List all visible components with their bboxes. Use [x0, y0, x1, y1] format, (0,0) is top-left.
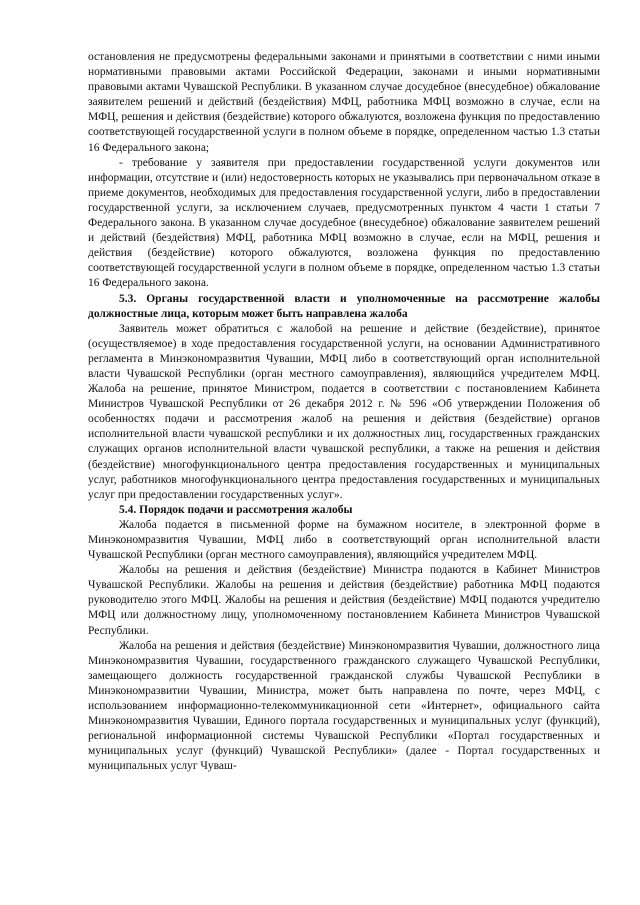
section-heading-5-4: 5.4. Порядок подачи и рассмотрения жалобы [119, 503, 353, 516]
paragraph-complaint-form: Жалоба подается в письменной форме на бумажном носителе, в электронной форме в Минэкономразвития Чувашии, МФЦ либо в соответствующий орган исполнительной власти Чувашской Республики (орган местного самоуправления), являющийся учредителем МФЦ. [88, 518, 600, 562]
paragraph-continuation: остановления не предусмотрены федеральными законами и принятыми в соответствии с ними иными нормативными правовыми актами Российской Федерации, законами и иными нормативными правовыми актами Чувашской Республики. В указанном случае досудебное (внесудебное) обжалование заявителем решений и действий (бездействия) МФЦ, работника МФЦ возможно в случае, если на МФЦ, решения и действия (бездействие) которого обжалуются, возложена функция по предоставлению соответствующей государственной услуги в полном объеме в порядке, определенном частью 1.3 статьи 16 Федерального закона; [88, 51, 600, 154]
paragraph-complaint-recipients: Жалобы на решения и действия (бездействие) Министра подаются в Кабинет Министров Чувашской Республики. Жалобы на решения и действия (бездействие) работника МФЦ подаются руководителю этого МФЦ. Жалобы на решения и действия (бездействие) МФЦ подаются учредителю МФЦ или должностному лицу, уполномоченному постановлением Кабинета Министров Чувашской Республики. [88, 564, 600, 637]
section-heading-5-3: 5.3. Органы государственной власти и уполномоченные на рассмотрение жалобы должностные лица, которым может быть направлена жалоба [88, 292, 600, 320]
document-text-column [88, 50, 600, 775]
paragraph-complaint-channels: Жалоба на решения и действия (бездействие) Минэкономразвития Чувашии, должностного лица Минэкономразвития Чувашии, государственного гражданского служащего Чувашской Республики, замещающего должность государственной гражданской службы Чувашской Республики в Минэкономразвитии Чувашии, Министра, может быть направлена по почте, через МФЦ, с использованием информационно-телекоммуникационной сети «Интернет», официального сайта Минэкономразвития Чувашии, Единого портала государственных и муниципальных услуг (функций), региональной информационной системы Чувашской Республики «Портал государственных и муниципальных услуг (функций) Чувашской Республики» (далее - Портал государственных и муниципальных услуг Чуваш- [88, 639, 600, 773]
paragraph-requirement-list-item: - требование у заявителя при предоставлении государственной услуги документов или информации, отсутствие и (или) недостоверность которых не указывались при первоначальном отказе в приеме документов, необходимых для предоставления государственной услуги, либо в предоставлении государственной услуги, за исключением случаев, предусмотренных пунктом 4 части 1 статьи 7 Федерального закона. В указанном случае досудебное (внесудебное) обжалование заявителем решений и действий (бездействия) МФЦ, работника МФЦ возможно в случае, если на МФЦ, решения и действия (бездействие) которого обжалуются, возложена функция по предоставлению соответствующей государственной услуги в полном объеме в порядке, определенном частью 1.3 статьи 16 Федерального закона. [88, 156, 600, 290]
paragraph-complaint-addressees: Заявитель может обратиться с жалобой на решение и действие (бездействие), принятое (осуществляемое) в ходе предоставления государственной услуги, на основании Административного регламента в Минэкономразвития Чувашии, МФЦ либо в соответствующий орган исполнительной власти Чувашской Республики (орган местного самоуправления), являющийся учредителем МФЦ. Жалоба на решение, принятое Министром, подается в соответствии с постановлением Кабинета Министров Чувашской Республики от 26 декабря 2012 г. № 596 «Об утверждении Положения об особенностях подачи и рассмотрения жалоб на решения и действия (бездействие) органов исполнительной власти чувашской республики и их должностных лиц, государственных гражданских служащих органов исполнительной власти чувашской республики, а также на решения и действия (бездействие) многофункционального центра предоставления государственных и муниципальных услуг, работников многофункционального центра предоставления государственных и муниципальных услуг при предоставлении государственных услуг». [88, 322, 600, 501]
